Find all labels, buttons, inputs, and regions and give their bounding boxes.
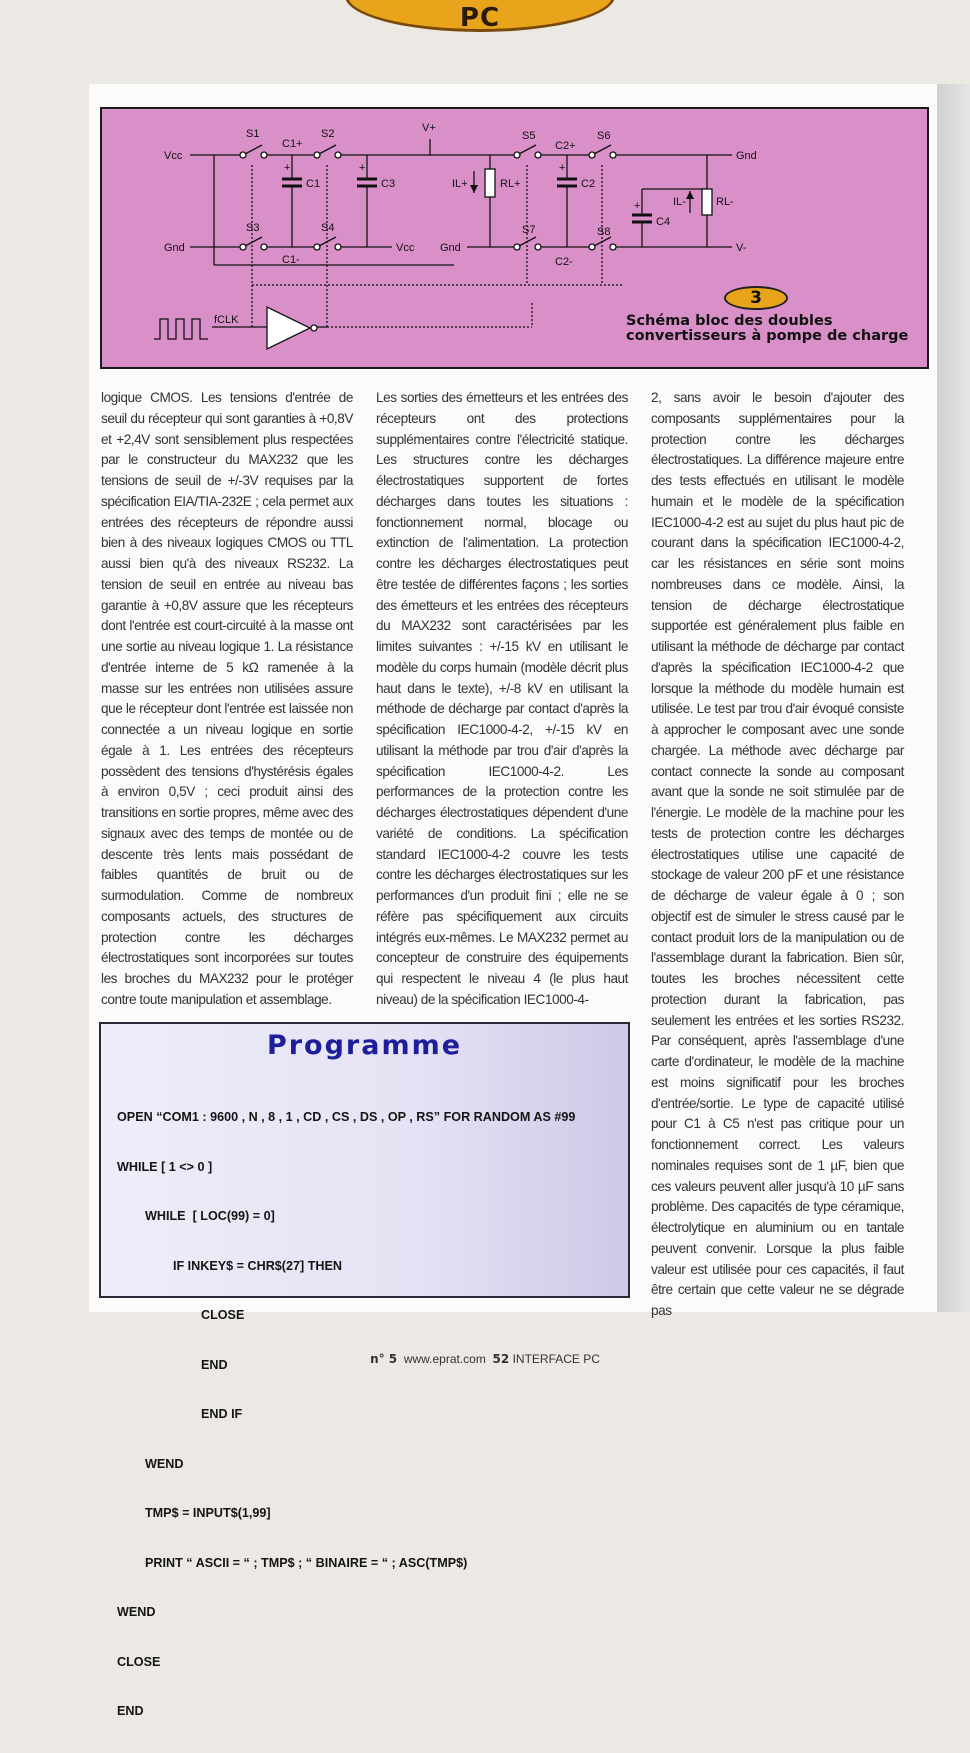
label-s5: S5	[522, 130, 536, 142]
label-vplus: V+	[422, 122, 436, 134]
label-s7: S7	[522, 224, 536, 236]
code-line: WEND	[117, 1605, 156, 1619]
program-code	[117, 1076, 575, 1753]
code-line: OPEN “COM1 : 9600 , N , 8 , 1 , CD , CS , DS , OP , RS” FOR RANDOM AS #99	[117, 1110, 576, 1124]
label-c4: C4	[656, 216, 671, 228]
label-s2: S2	[321, 128, 335, 140]
label-s4: S4	[321, 222, 335, 234]
label-gnd-mid: Gnd	[440, 242, 461, 254]
section-tab-label: PC	[459, 3, 501, 33]
code-line: WEND	[117, 1456, 184, 1471]
code-line: END IF	[117, 1407, 243, 1421]
plus-c2: +	[559, 162, 566, 174]
article-column-2: Les sorties des émetteurs et les entrées des récepteurs ont des protections supplémentaires contre l'électricité statique. Les structures contre les décharges électrostatiques supportent de fortes décharges dans toutes les situations : fonctionnement normal, blocage ou extinction de l'alimentation. La protection contre les décharges électrostatiques peut être testée de différentes façons ; les sorties des émetteurs et les entrées des récepteurs du MAX232 sont caractérisées par les limites suivantes : +/-15 kV en utilisant le modèle du corps humain (modèle décrit plus haut dans le texte), +/-8 kV en utilisant la méthode de décharge par contact d'après la spécification IEC1000-4-2, +/-15 kV en utilisant la méthode par trou d'air d'après la spécification IEC1000-4-2. Les performances de la protection contre les décharges électrostatiques dépendent d'une variété de conditions. La spécification standard IEC1000-4-2 couvre les tests contre les décharges électrostatiques sur les performances d'un produit fini ; elle ne se réfère pas spécifiquement aux circuits intégrés eux-mêmes. Le MAX232 permet au concepteur de construire des équipements qui respectent le niveau 4 (le plus haut niveau) de la spécification IEC1000-4-	[376, 390, 628, 1007]
section-tab	[345, 0, 615, 32]
label-vcc-mid: Vcc	[396, 242, 415, 254]
label-s6: S6	[597, 130, 611, 142]
code-line: WHILE [ 1 <> 0 ]	[117, 1159, 213, 1174]
label-s8: S8	[597, 226, 611, 238]
article-column-1: logique CMOS. Les tensions d'entrée de seuil du récepteur qui sont garanties à +0,8V et +2,4V sont sensiblement plus respectées par le constructeur du MAX232 que les tensions de seuil de +/-3V requises par la spécification EIA/TIA-232E ; cela permet aux entrées des récepteurs de répondre aussi bien à des niveaux logiques CMOS ou TTL aussi bien qu'à des niveaux RS232. La tension de seuil en entrée au niveau bas garantie à +0,8V assure que les récepteurs dont l'entrée est court-circuité à la masse ont une sortie au niveau logique 1. La résistance d'entrée interne de 5 kΩ ramenée à la masse sur les entrées non utilisées assure que le récepteur dont l'entrée est laissée non connectée a un niveau logique en sortie égale à 1. Les entrées des récepteurs possèdent des tensions d'hystérésis égales à environ 0,5V ; ceci produit ainsi des transitions en sortie propres, même avec des signaux avec des temps de montée ou de descente très lents mais possédant de faibles quantités de bruit ou de surmodulation. Comme de nombreux composants actuels, des structures de protection contre les décharges électrostatiques sont incorporées sur toutes les broches du MAX232 pour le protéger contre toute manipulation et assemblage.	[101, 390, 353, 1007]
code-line: PRINT “ ASCII = “ ; TMP$ ; “ BINAIRE = “ ; ASC(TMP$)	[117, 1555, 468, 1570]
label-c1p: C1+	[282, 138, 303, 150]
label-il-minus: IL-	[673, 196, 686, 208]
plus-c1: +	[284, 162, 291, 174]
code-line: END	[117, 1704, 144, 1718]
label-il-plus: IL+	[452, 178, 468, 190]
label-s1: S1	[246, 128, 260, 140]
label-c2: C2	[581, 178, 596, 190]
plus-c4: +	[634, 200, 641, 212]
label-rl-minus: RL-	[716, 196, 734, 208]
label-gnd-left: Gnd	[164, 242, 185, 254]
label-fclk: fCLK	[214, 314, 239, 326]
article-column-3: 2, sans avoir le besoin d'ajouter des composants supplémentaires pour la protection contre les décharges électrostatiques. La différence majeure entre des tests effectués en utilisant le modèle humain et le modèle de la spécification IEC1000-4-2 est au sujet du plus haut pic de courant dans la spécification IEC1000-4-2, car les résistances en série sont moins nombreuses dans ce modèle. Ainsi, la tension de décharge électrostatique supportée est généralement plus faible en utilisant la méthode de décharge par contact d'après la spécification IEC1000-4-2 que lorsque la méthode du modèle humain est utilisée. Le test par trou d'air évoqué consiste à approcher le composant avec une sonde chargée. La méthode avec décharge par contact connecte la sonde au composant avant que la sonde ne soit stimulée par de l'énergie. Le modèle de la machine pour les tests de protection contre les décharges électrostatiques utilise une capacité de stockage de valeur 200 pF et une résistance de décharge de valeur égale à 0 ; son objectif est de simuler le stress causé par le contact produit lors de la manipulation ou de l'assemblage durant la fabrication. Bien sûr, toutes les broches nécessitent cette protection durant la fabrication, pas seulement les entrées et les sorties RS232. Par conséquent, après l'assemblage d'une carte d'ordinateur, le modèle de la machine est moins significatif pour les broches d'entrée/sortie. Le type de capacité utilisé pour C1 à C5 n'est pas critique pour un fonctionnement correct. Les valeurs nominales requises sont de 1 µF, bien que ces valeurs peuvent aller jusqu'à 10 µF sans problème. Des capacités de type céramique, électrolytique en aluminium ou en tantale peuvent convenir. Lorsque la plus faible valeur est utilisée pour ces capacités, il faut être certain que cette valeur ne se dégrade pas	[651, 390, 904, 1318]
page-footer	[0, 1352, 970, 1366]
label-vcc: Vcc	[164, 150, 183, 162]
code-line: WHILE [ LOC(99) = 0]	[117, 1209, 275, 1223]
label-c1m: C1-	[282, 254, 300, 266]
page-edge	[937, 84, 970, 1312]
label-vminus: V-	[736, 242, 747, 254]
label-c1: C1	[306, 178, 321, 190]
label-rl-plus: RL+	[500, 178, 521, 190]
code-line: TMP$ = INPUT$(1,99]	[117, 1506, 271, 1520]
label-c3: C3	[381, 178, 396, 190]
code-line: CLOSE	[117, 1654, 161, 1669]
footer-issue: n° 5	[370, 1352, 398, 1366]
plus-c3: +	[359, 162, 366, 174]
label-s3: S3	[246, 222, 260, 234]
footer-url: www.eprat.com	[403, 1352, 486, 1366]
label-gnd-right: Gnd	[736, 150, 757, 162]
code-line: END	[117, 1357, 228, 1372]
footer-page-number: 52	[492, 1352, 510, 1366]
label-c2p: C2+	[555, 140, 576, 152]
code-line: CLOSE	[117, 1308, 245, 1322]
program-title: Programme	[266, 1030, 463, 1061]
schematic-figure	[100, 107, 929, 369]
figure-number-badge: 3	[724, 286, 788, 310]
footer-section: INTERFACE PC	[512, 1352, 600, 1366]
figure-caption: Schéma bloc des doubles convertisseurs à pompe de charge	[626, 313, 909, 344]
code-line: IF INKEY$ = CHR$(27] THEN	[117, 1258, 342, 1273]
label-c2m: C2-	[555, 256, 573, 268]
